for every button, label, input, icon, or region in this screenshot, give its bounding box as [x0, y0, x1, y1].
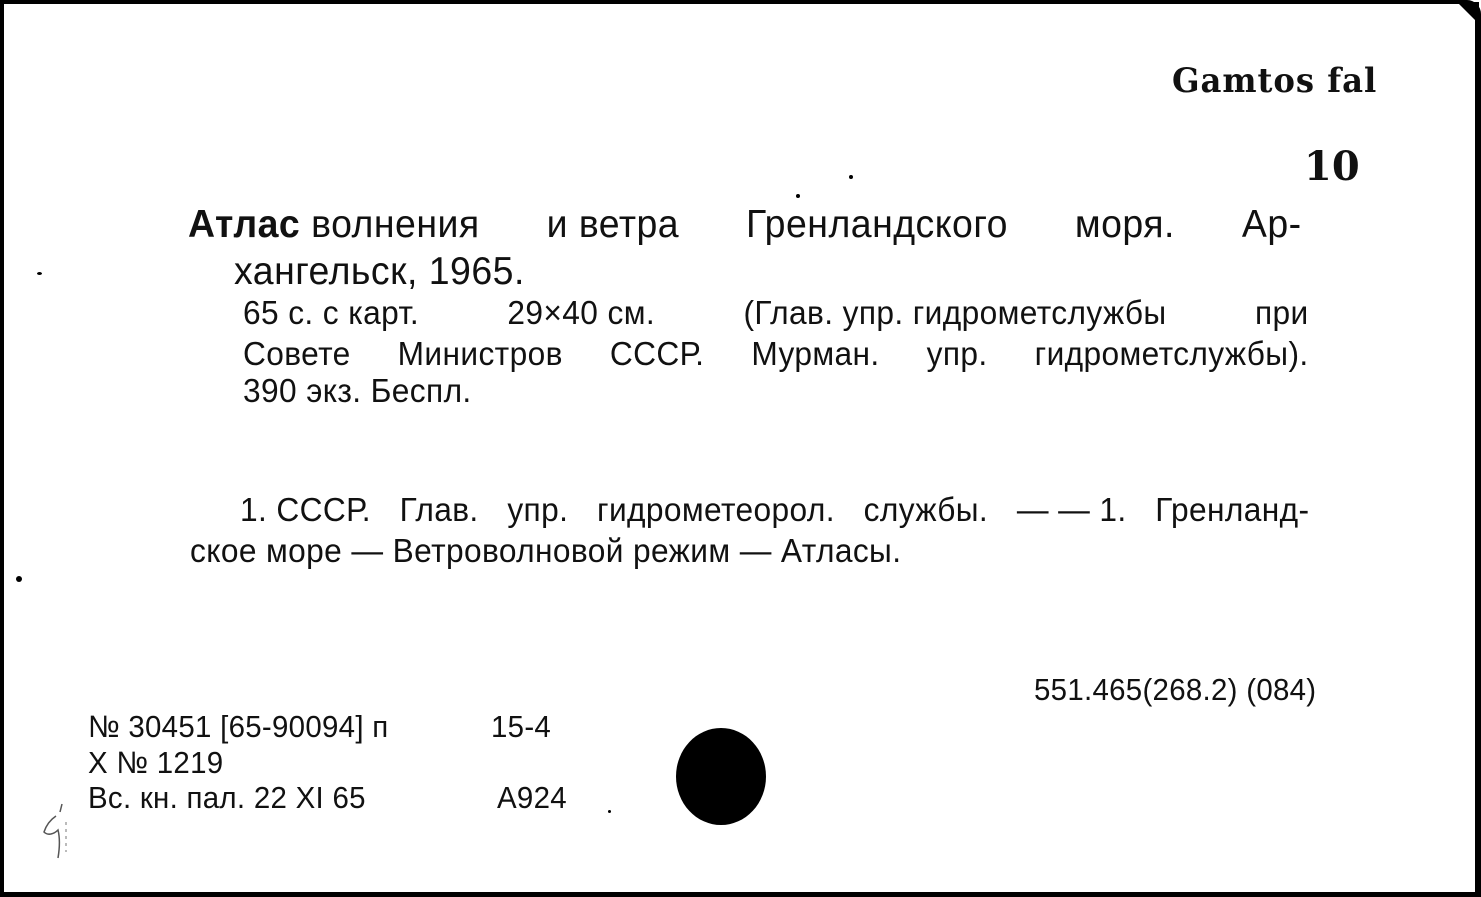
pencil-scribble-icon [36, 802, 76, 862]
description-word: Мурман. [751, 335, 880, 372]
speck [608, 810, 611, 813]
title-word: и ветра [546, 203, 680, 246]
description-word: 65 с. с карт. [243, 294, 420, 331]
subject-word: Гренланд- [1155, 491, 1310, 528]
title-bold-word: Атлас [188, 203, 301, 246]
udc-classification: 551.465(268.2) (084) [1034, 672, 1317, 707]
description-line-2 [243, 337, 1309, 370]
description-word: гидрометслужбы). [1034, 335, 1309, 372]
subject-line-2: ское море — Ветроволновой режим — Атласы. [190, 532, 902, 569]
speck [16, 576, 22, 582]
subject-word: — — 1. [1016, 491, 1127, 528]
speck [37, 272, 42, 275]
description-word: Совете [243, 335, 351, 372]
footer-registration: № 30451 [65-90094] п [88, 709, 389, 744]
subject-word: службы. [863, 491, 989, 528]
subject-word: Глав. [399, 491, 479, 528]
black-dot-mark [676, 728, 766, 825]
footer-print-code: A924 [497, 780, 567, 815]
card-corner-notch [1457, 2, 1479, 24]
title-word: волнения [311, 203, 480, 246]
title-first-word [188, 205, 480, 244]
speck [796, 194, 800, 198]
title-word: Ар- [1241, 203, 1302, 246]
description-word: (Глав. упр. гидрометслужбы [743, 294, 1167, 331]
description-word: СССР. [609, 335, 705, 372]
description-word: Министров [397, 335, 563, 372]
title-line-2: хангельск, 1965. [234, 250, 525, 293]
title-line-1 [188, 205, 1302, 244]
footer-chamber-date: Вс. кн. пал. 22 XI 65 [88, 780, 366, 815]
footer-code: 15-4 [491, 709, 552, 744]
description-line-1 [243, 296, 1309, 329]
handwritten-mark: Gamtos fal [1172, 61, 1378, 101]
subject-word: 1. СССР. [240, 491, 371, 528]
description-word: при [1254, 294, 1309, 331]
description-word: 29×40 см. [507, 294, 656, 331]
card-number: 10 [1304, 143, 1360, 190]
description-word: упр. [926, 335, 988, 372]
footer-number: X № 1219 [88, 745, 224, 780]
title-word: Гренландского [746, 203, 1008, 246]
description-line-3: 390 экз. Беспл. [243, 372, 472, 409]
title-word: моря. [1074, 203, 1175, 246]
speck [849, 175, 853, 179]
subject-word: гидрометеорол. [597, 491, 835, 528]
subject-word: упр. [507, 491, 569, 528]
subject-line-1 [240, 493, 1309, 526]
